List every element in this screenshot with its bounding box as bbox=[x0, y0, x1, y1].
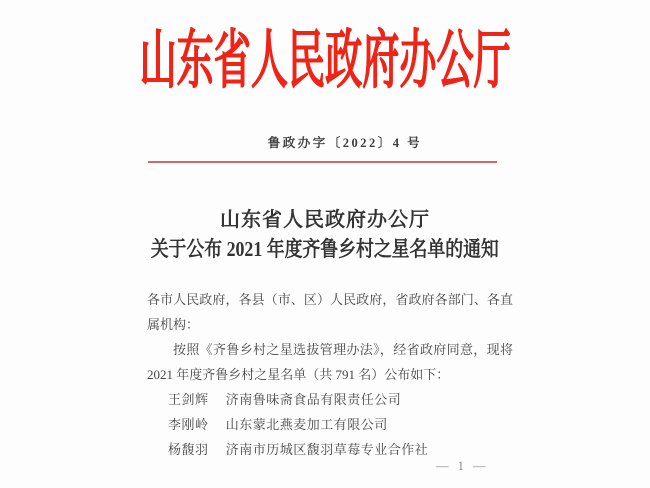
doc-number: 鲁政办字〔2022〕4 号 bbox=[267, 136, 423, 150]
notice-title-line2 bbox=[0, 235, 650, 266]
notice-title-line2-text: 关于公布 2021 年度齐鲁乡村之星名单的通知 bbox=[150, 237, 500, 261]
masthead bbox=[0, 25, 650, 96]
star-organization: 济南市历城区馥羽草莓专业合作社 bbox=[225, 442, 429, 457]
intro-paragraph: 按照《齐鲁乡村之星选拔管理办法》，经省政府同意，现将2021 年度齐鲁乡村之星名单（共 791 名）公布如下： bbox=[147, 342, 513, 382]
star-name: 杨馥羽 bbox=[168, 442, 209, 457]
star-list-row bbox=[147, 387, 513, 412]
star-organization: 山东蒙北燕麦加工有限公司 bbox=[225, 417, 388, 432]
star-name: 李刚岭 bbox=[168, 417, 209, 432]
star-list-row bbox=[147, 412, 513, 437]
notice-title bbox=[0, 206, 650, 266]
page-number: — 1 — bbox=[436, 459, 489, 473]
masthead-title: 山东省人民政府办公厅 bbox=[139, 25, 511, 96]
notice-title-line1: 山东省人民政府办公厅 bbox=[220, 209, 430, 231]
star-organization: 济南鲁味斋食品有限责任公司 bbox=[225, 392, 402, 407]
addressee-paragraph: 各市人民政府，各县（市、区）人民政府，省政府各部门、各直属机构： bbox=[147, 292, 513, 332]
document-body bbox=[147, 287, 513, 462]
red-rule-divider bbox=[148, 161, 497, 163]
star-name: 王剑辉 bbox=[168, 392, 209, 407]
